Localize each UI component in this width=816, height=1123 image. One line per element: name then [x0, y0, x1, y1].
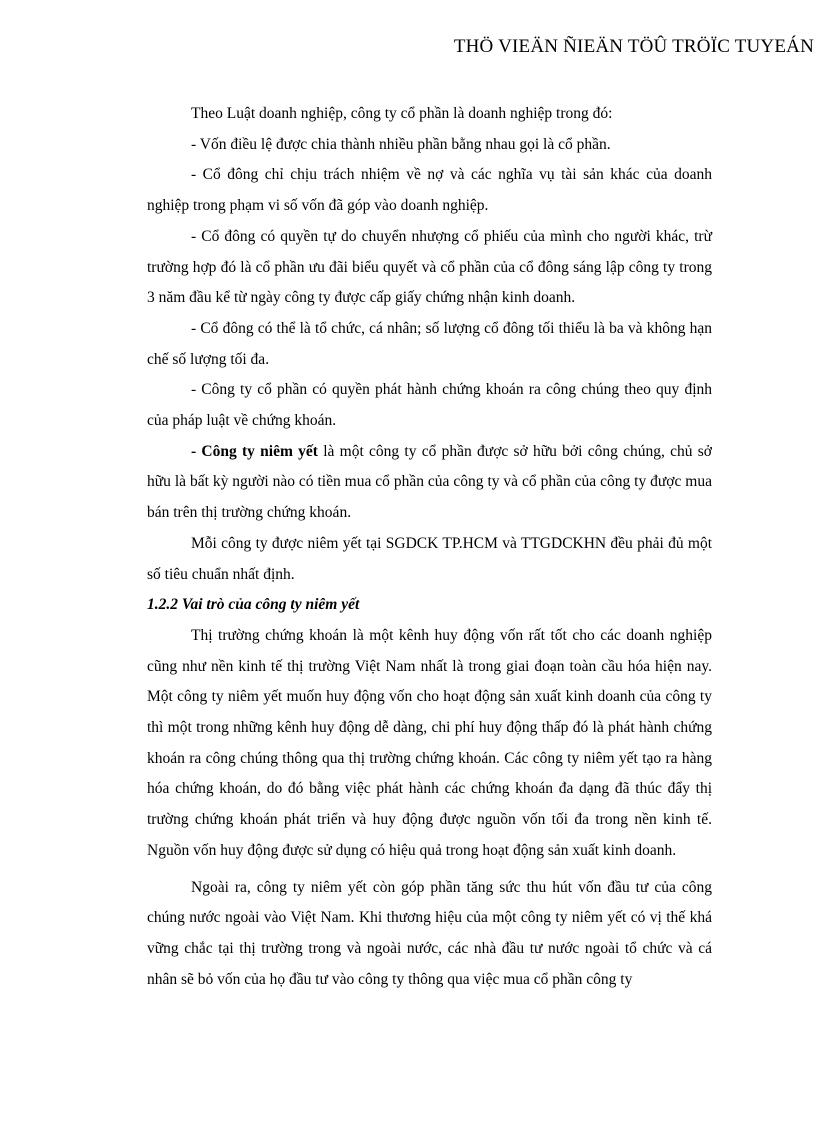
- paragraph-foreign-investment: Ngoài ra, công ty niêm yết còn góp phần tăng sức thu hút vốn đầu tư của công chúng nước ngoài vào Việt Nam. Khi thương hiệu của một công ty niêm yết có vị thế khá vững chắc tại thị trường trong và ngoài nước, các nhà đầu tư nước ngoài tổ chức và cá nhân sẽ bỏ vốn của họ đầu tư vào công ty thông qua việc mua cổ phần công ty: [147, 878, 712, 988]
- paragraph-role-capital: Thị trường chứng khoán là một kênh huy động vốn rất tốt cho các doanh nghiệp cũng như nền kinh tế thị trường Việt Nam nhất là trong giai đoạn toàn cầu hóa hiện nay. Một công ty niêm yết muốn huy động vốn cho hoạt động sản xuất kinh doanh của công ty thì một trong những kênh huy động dễ dàng, chi phí huy động thấp đó là phát hành chứng khoán ra công chúng thông qua thị trường chứng khoán. Các công ty niêm yết tạo ra hàng hóa chứng khoán, do đó bằng việc phát hành các chứng khoán đa dạng đã thúc đẩy thị trường chứng khoán phát triển và huy động được nguồn vốn tối đa trong nền kinh tế. Nguồn vốn huy động được sử dụng có hiệu quả trong hoạt động sản xuất kinh doanh.: [147, 626, 712, 859]
- paragraph-listing-standards: Mỗi công ty được niêm yết tại SGDCK TP.HCM và TTGDCKHN đều phải đủ một số tiêu chuẩn nhất định.: [147, 534, 712, 583]
- section-heading: 1.2.2 Vai trò của công ty niêm yết: [147, 596, 360, 614]
- listed-company-term: - Công ty niêm yết: [191, 442, 318, 460]
- paragraph-shareholder-count: - Cổ đông có thể là tổ chức, cá nhân; số lượng cổ đông tối thiểu là ba và không hạn chế số lượng tối đa.: [147, 319, 712, 368]
- paragraph-listed-company: [147, 437, 712, 529]
- page-header: THÖ VIEÄN ÑIEÄN TÖÛ TRÖÏC TUYEÁN: [453, 36, 814, 57]
- listed-company-definition: là một công ty cổ phần được sở hữu bởi công chúng, chủ sở hữu là bất kỳ người nào có tiền mua cổ phần của công ty và cổ phần của công ty được mua bán trên thị trường chứng khoán.: [147, 442, 712, 522]
- document-body: [147, 99, 712, 995]
- paragraph-shareholder-liability: - Cổ đông chỉ chịu trách nhiệm về nợ và các nghĩa vụ tài sản khác của doanh nghiệp trong phạm vi số vốn đã góp vào doanh nghiệp.: [147, 166, 712, 215]
- paragraph-issuance-right: - Công ty cổ phần có quyền phát hành chứng khoán ra công chúng theo quy định của pháp luật về chứng khoán.: [147, 381, 712, 430]
- paragraph-share-transfer: - Cổ đông có quyền tự do chuyển nhượng cổ phiếu của mình cho người khác, trừ trường hợp đó là cổ phần ưu đãi biểu quyết và cổ phần của cổ đông sáng lập công ty trong 3 năm đầu kể từ ngày công ty được cấp giấy chứng nhận kinh doanh.: [147, 227, 712, 307]
- paragraph-intro: Theo Luật doanh nghiệp, công ty cổ phần là doanh nghiệp trong đó:: [191, 105, 613, 122]
- paragraph-charter-capital: - Vốn điều lệ được chia thành nhiều phần bằng nhau gọi là cổ phần.: [191, 135, 611, 153]
